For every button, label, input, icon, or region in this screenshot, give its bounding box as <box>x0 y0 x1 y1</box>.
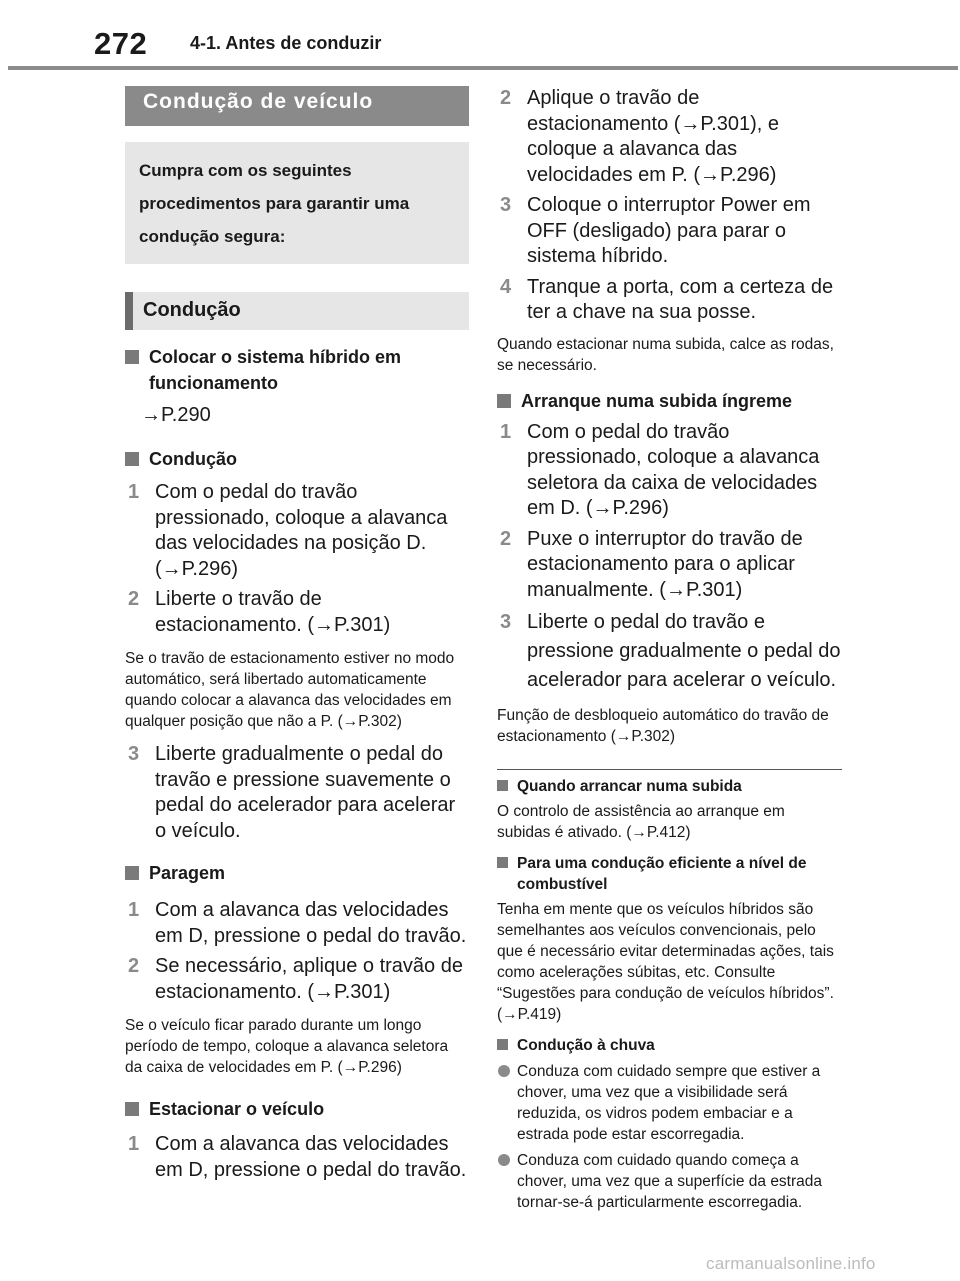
page-header <box>0 0 960 70</box>
step-item: 2 Puxe o interruptor do travão de estacionamento para o aplicar manualmente. (→P.301) <box>500 527 803 601</box>
step-item: 2 Aplique o travão de estacionamento (→P.301), e coloque a alavanca das velocidades em P. (→P.296) <box>500 87 780 186</box>
section-heading-stopping: Paragem <box>125 860 469 886</box>
step-item: 1 Com a alavanca das velocidades em D, pressione o pedal do travão. <box>128 1133 467 1181</box>
section-heading-driving: Condução <box>125 446 469 472</box>
section-divider <box>497 769 842 770</box>
intro-box: Cumpra com os seguintes procedimentos para garantir uma condução segura: <box>125 142 469 264</box>
square-bullet-icon <box>497 780 508 791</box>
info-text: Tenha em mente que os veículos híbridos são semelhantes aos veículos convencionais, pelo que é necessário evitar determinadas ações, tais como acelerações súbitas, etc. Consulte “Sugestões para condução de veículos híbridos”. (→P.419) <box>497 901 834 1023</box>
square-bullet-icon <box>125 866 139 880</box>
note-text: Quando estacionar numa subida, calce as rodas, se necessário. <box>497 335 834 374</box>
circle-bullet-icon <box>498 1065 510 1077</box>
step-item: 2 Se necessário, aplique o travão de estacionamento. (→P.301) <box>128 955 463 1003</box>
square-bullet-icon <box>125 350 139 364</box>
section-title: 4-1. Antes de conduzir <box>190 33 382 53</box>
step-item: 4 Tranque a porta, com a certeza de ter a chave na sua posse. <box>500 275 834 323</box>
step-item: 1 Com o pedal do travão pressionado, coloque a alavanca das velocidades na posição D. (→P.296) <box>128 481 448 580</box>
info-heading-fuel-efficiency: Para uma condução eficiente a nível de combustível <box>497 853 842 895</box>
step-item: 1 Com o pedal do travão pressionado, coloque a alavanca seletora da caixa de velocidades em D. (→P.296) <box>500 420 820 519</box>
section-heading-start-system: Colocar o sistema híbrido em funcionamento <box>125 344 469 396</box>
bullet-item: Conduza com cuidado sempre que estiver a chover, uma vez que a visibilidade será reduzida, os vidros podem embaciar e a estrada pode estar escorregadia. <box>497 1061 842 1145</box>
page-reference: →P.290 <box>141 404 211 426</box>
circle-bullet-icon <box>498 1154 510 1166</box>
left-column <box>125 86 469 1183</box>
note-text: Função de desbloqueio automático do travão de estacionamento (→P.302) <box>497 707 829 745</box>
note-text: Se o travão de estacionamento estiver no modo automático, será libertado automaticamente quando colocar a alavanca das velocidades em qualquer posição que não a P. (→P.302) <box>125 650 455 730</box>
watermark: carmanualsonline.info <box>706 1254 876 1273</box>
square-bullet-icon <box>497 394 511 408</box>
square-bullet-icon <box>497 1039 508 1050</box>
page-number: 272 <box>94 26 148 61</box>
chapter-title: Condução de veículo <box>125 86 469 126</box>
info-heading-hill-start: Quando arrancar numa subida <box>497 776 842 797</box>
step-item: 2 Liberte o travão de estacionamento. (→P.301) <box>128 588 391 636</box>
step-item: 3 Liberte o pedal do travão e pressione gradualmente o pedal do acelerador para acelerar o veículo. <box>500 611 841 691</box>
right-column <box>497 86 842 1213</box>
square-bullet-icon <box>125 452 139 466</box>
section-heading-steep-start: Arranque numa subida íngreme <box>497 388 842 414</box>
subsection-heading: Condução <box>125 292 469 330</box>
step-item: 1 Com a alavanca das velocidades em D, pressione o pedal do travão. <box>128 899 467 947</box>
header-divider <box>8 66 958 70</box>
section-heading-parking: Estacionar o veículo <box>125 1096 469 1122</box>
square-bullet-icon <box>497 857 508 868</box>
step-item: 3 Liberte gradualmente o pedal do travão e pressione suavemente o pedal do acelerador para acelerar o veículo. <box>128 743 456 842</box>
info-heading-rain-driving: Condução à chuva <box>497 1035 842 1056</box>
square-bullet-icon <box>125 1102 139 1116</box>
step-item: 3 Coloque o interruptor Power em OFF (desligado) para parar o sistema híbrido. <box>500 194 811 267</box>
note-text: Se o veículo ficar parado durante um longo período de tempo, coloque a alavanca seletora da caixa de velocidades em P. (→P.296) <box>125 1017 449 1076</box>
bullet-item: Conduza com cuidado quando começa a chover, uma vez que a superfície da estrada tornar-se-á particularmente escorregadia. <box>497 1150 842 1213</box>
info-text: O controlo de assistência ao arranque em subidas é ativado. (→P.412) <box>497 803 785 841</box>
